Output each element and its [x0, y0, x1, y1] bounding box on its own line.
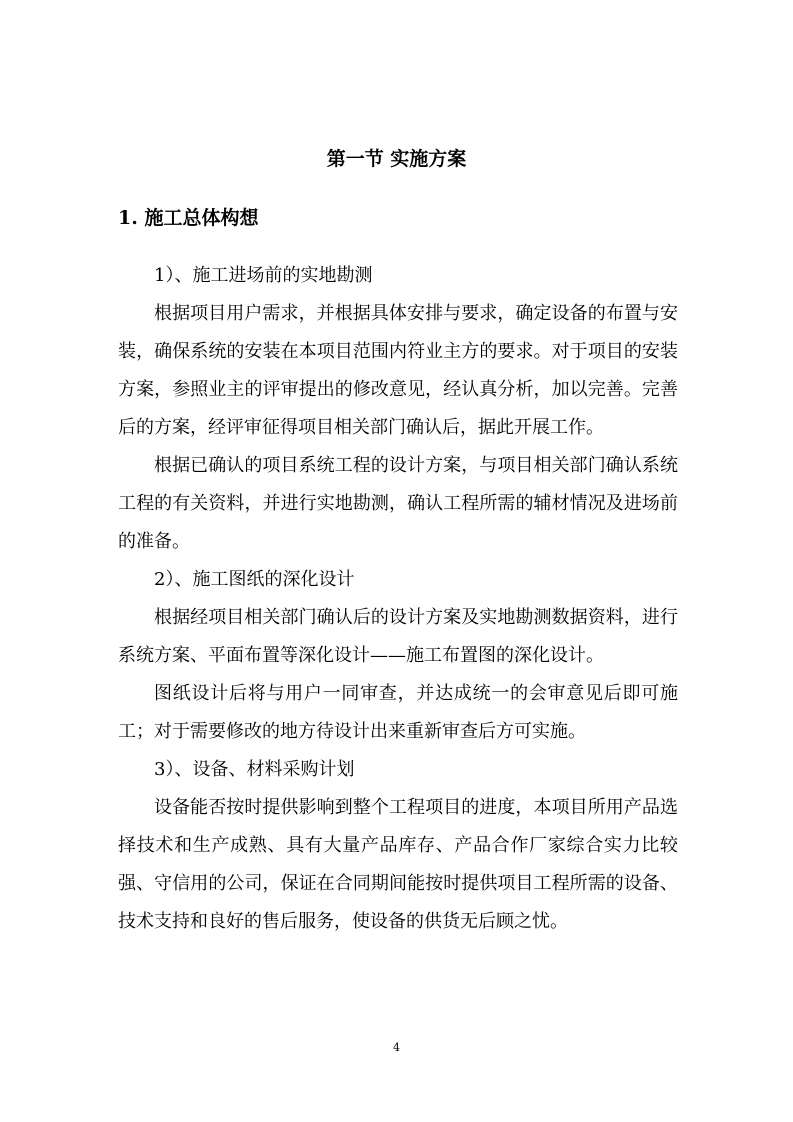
subheading-procurement-plan: 3）、设备、材料采购计划	[154, 759, 355, 780]
subheading-site-survey: 1）、施工进场前的实地勘测	[154, 265, 373, 286]
paragraph: 根据经项目相关部门确认后的设计方案及实地勘测数据资料，进行系统方案、平面布置等深化设计——施工布置图的深化设计。	[118, 607, 678, 666]
page-number: 4	[393, 1041, 400, 1054]
paragraph: 图纸设计后将与用户一同审查，并达成统一的会审意见后即可施工；对于需要修改的地方待设计出来重新审查后方可实施。	[118, 683, 678, 742]
paragraph: 根据已确认的项目系统工程的设计方案，与项目相关部门确认系统工程的有关资料，并进行实地勘测，确认工程所需的辅材情况及进场前的准备。	[118, 455, 678, 552]
subheading-drawing-design: 2）、施工图纸的深化设计	[154, 569, 355, 590]
body-text	[118, 257, 678, 941]
section-title: 第一节 实施方案	[326, 148, 467, 170]
paragraph: 设备能否按时提供影响到整个工程项目的进度，本项目所用产品选择技术和生产成熟、具有大量产品库存、产品合作厂家综合实力比较强、守信用的公司，保证在合同期间能按时提供项目工程所需的设备、技术支持和良好的售后服务，使设备的供货无后顾之忧。	[118, 797, 678, 932]
paragraph: 根据项目用户需求，并根据具体安排与要求，确定设备的布置与安装，确保系统的安装在本项目范围内符业主方的要求。对于项目的安装方案，参照业主的评审提出的修改意见，经认真分析，加以完善。完善后的方案，经评审征得项目相关部门确认后，据此开展工作。	[118, 303, 678, 438]
heading-construction-concept: 1. 施工总体构想	[118, 207, 259, 229]
